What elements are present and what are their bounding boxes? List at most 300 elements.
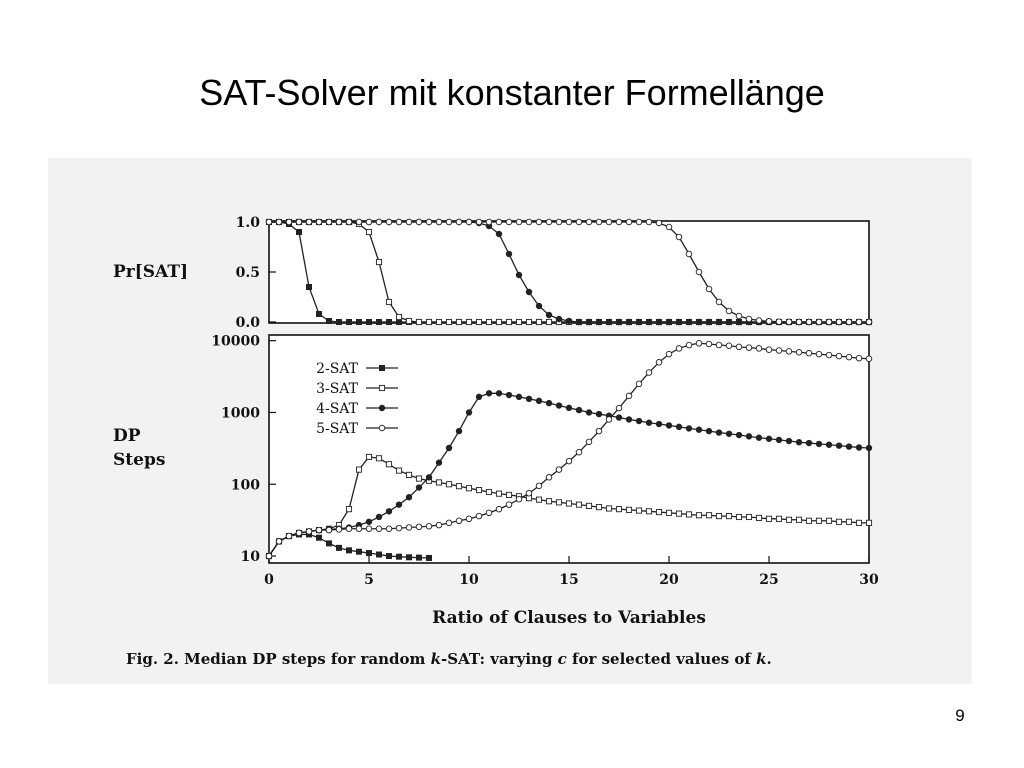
dp-point — [656, 509, 661, 514]
dp-x-tick-label: 15 — [559, 572, 579, 588]
pr-sat-point — [836, 319, 842, 325]
dp-point — [516, 496, 522, 502]
slide-number: 9 — [955, 706, 965, 725]
caption-k2: k — [756, 650, 767, 668]
dp-point — [636, 418, 642, 424]
dp-point — [826, 352, 832, 358]
dp-point — [686, 512, 691, 517]
dp-point — [366, 454, 371, 459]
pr-sat-point — [506, 319, 511, 324]
dp-point — [506, 392, 512, 398]
dp-point — [486, 489, 491, 494]
dp-point — [576, 449, 582, 455]
dp-point — [706, 341, 712, 347]
dp-point — [546, 499, 551, 504]
dp-point — [766, 347, 772, 353]
pr-sat-point — [396, 319, 401, 324]
dp-point — [446, 482, 451, 487]
pr-sat-point — [686, 251, 692, 257]
dp-point — [746, 434, 752, 440]
pr-sat-point — [456, 219, 462, 225]
dp-point — [406, 494, 412, 500]
dp-point — [796, 439, 802, 445]
dp-point — [666, 351, 672, 357]
pr-sat-point — [806, 319, 812, 325]
legend-label-3-sat: 3-SAT — [316, 381, 358, 397]
legend-marker-3-sat — [379, 385, 384, 390]
dp-point — [416, 524, 422, 530]
dp-point — [866, 445, 872, 451]
dp-point — [846, 444, 852, 450]
dp-point — [856, 355, 862, 361]
pr-sat-point — [466, 319, 471, 324]
dp-point — [746, 345, 752, 351]
dp-x-tick-label: 25 — [759, 572, 779, 588]
pr-sat-point — [516, 219, 522, 225]
dp-point — [596, 505, 601, 510]
pr-sat-point — [846, 319, 852, 325]
dp-point — [616, 415, 622, 421]
dp-point — [756, 515, 761, 520]
dp-point — [426, 523, 432, 529]
pr-sat-point — [576, 219, 582, 225]
pr-sat-point — [616, 319, 622, 325]
dp-point — [866, 520, 871, 525]
dp-point — [676, 346, 682, 352]
dp-point — [396, 525, 402, 531]
pr-sat-plot-frame — [269, 221, 869, 323]
pr-sat-point — [526, 289, 532, 295]
dp-point — [306, 529, 312, 535]
dp-point — [376, 456, 381, 461]
legend-label-5-sat: 5-SAT — [316, 421, 358, 437]
pr-sat-point — [486, 319, 491, 324]
pr-sat-point — [366, 229, 371, 234]
pr-sat-point — [756, 318, 762, 324]
dp-point — [406, 555, 411, 560]
dp-point — [566, 405, 572, 411]
pr-sat-point — [666, 319, 672, 325]
dp-point — [606, 417, 612, 423]
pr-sat-point — [686, 319, 692, 325]
dp-point — [386, 462, 391, 467]
pr-sat-point — [636, 319, 642, 325]
pr-sat-point — [776, 319, 782, 325]
dp-point — [666, 423, 672, 429]
pr-sat-point — [596, 319, 602, 325]
pr-sat-point — [436, 319, 441, 324]
dp-point — [436, 522, 442, 528]
dp-point — [266, 553, 272, 559]
pr-sat-point — [596, 219, 602, 225]
dp-point — [376, 514, 382, 520]
pr-sat-point — [426, 219, 432, 225]
dp-point — [656, 421, 662, 427]
dp-point — [466, 486, 471, 491]
pr-sat-point — [556, 316, 562, 322]
pr-sat-point — [856, 319, 862, 325]
dp-x-tick-label: 30 — [859, 572, 879, 588]
pr-sat-point — [496, 319, 501, 324]
dp-point — [636, 381, 642, 387]
caption-part-1: Fig. 2. Median DP steps for random — [126, 650, 431, 668]
dp-point — [746, 514, 751, 519]
pr-sat-point — [366, 319, 371, 324]
dp-point — [646, 509, 651, 514]
pr-sat-point — [656, 220, 662, 226]
pr-sat-point — [496, 231, 502, 237]
pr-sat-point — [786, 319, 792, 325]
dp-point — [736, 514, 741, 519]
pr-sat-point — [516, 272, 522, 278]
pr-sat-point — [436, 219, 442, 225]
pr-sat-point — [266, 219, 272, 225]
dp-y-ticks — [211, 334, 276, 565]
dp-point — [786, 517, 791, 522]
dp-point — [756, 346, 762, 352]
dp-point — [806, 440, 812, 446]
pr-sat-point — [476, 319, 481, 324]
dp-point — [476, 394, 482, 400]
pr-sat-point — [586, 319, 592, 325]
dp-point — [386, 526, 392, 532]
pr-sat-point — [406, 219, 412, 225]
dp-point — [516, 394, 522, 400]
dp-point — [416, 485, 422, 491]
dp-point — [816, 441, 822, 447]
pr-sat-point — [586, 219, 592, 225]
dp-x-tick-label: 5 — [364, 572, 374, 588]
dp-point — [836, 443, 842, 449]
dp-point — [846, 519, 851, 524]
dp-point — [756, 435, 762, 441]
dp-point — [636, 508, 641, 513]
pr-sat-point — [566, 219, 572, 225]
dp-point — [796, 517, 801, 522]
dp-point — [656, 359, 662, 365]
dp-point — [536, 483, 542, 489]
pr-sat-point — [346, 219, 352, 225]
pr-sat-point — [736, 319, 742, 325]
dp-point — [616, 507, 621, 512]
dp-point — [856, 520, 861, 525]
dp-point — [606, 506, 611, 511]
dp-x-tick-label: 0 — [264, 572, 274, 588]
dp-point — [816, 518, 821, 523]
dp-point — [786, 438, 792, 444]
dp-point — [536, 398, 542, 404]
dp-y-tick-label: 100 — [230, 477, 260, 494]
pr-sat-point — [306, 219, 312, 225]
dp-point — [826, 518, 831, 523]
dp-point — [736, 432, 742, 438]
pr-sat-point — [606, 319, 612, 325]
dp-point — [626, 417, 632, 423]
dp-point — [836, 353, 842, 359]
pr-sat-point — [666, 224, 672, 230]
dp-point — [696, 427, 702, 433]
dp-axis-label-line2: Steps — [113, 450, 166, 470]
pr-sat-point — [316, 311, 321, 316]
pr-sat-point — [636, 219, 642, 225]
pr-sat-y-tick-label: 1.0 — [235, 215, 260, 231]
pr-sat-point — [386, 299, 391, 304]
dp-point — [686, 426, 692, 432]
dp-point — [456, 518, 462, 524]
dp-point — [366, 519, 372, 525]
dp-y-tick-label: 10 — [240, 549, 260, 566]
caption-c: c — [557, 650, 567, 668]
pr-sat-point — [646, 319, 652, 325]
dp-point — [566, 458, 572, 464]
caption-part-2: -SAT: varying — [441, 650, 558, 668]
dp-point — [406, 472, 411, 477]
pr-sat-point — [716, 319, 722, 325]
dp-point — [506, 492, 511, 497]
pr-sat-point — [416, 319, 421, 324]
dp-point — [506, 502, 512, 508]
dp-point — [826, 442, 832, 448]
dp-point — [626, 507, 631, 512]
dp-point — [356, 467, 361, 472]
pr-sat-point — [716, 299, 722, 305]
pr-sat-point — [336, 219, 342, 225]
pr-sat-point — [556, 219, 562, 225]
dp-point — [716, 342, 722, 348]
dp-point — [546, 475, 552, 481]
pr-sat-point — [576, 319, 582, 325]
dp-point — [786, 349, 792, 355]
pr-sat-point — [446, 219, 452, 225]
legend-marker-4-sat — [379, 405, 385, 411]
pr-sat-point — [416, 219, 422, 225]
figure-caption — [126, 650, 772, 668]
pr-sat-point — [386, 219, 392, 225]
pr-sat-point — [356, 219, 362, 225]
pr-sat-point — [536, 303, 542, 309]
dp-point — [766, 516, 771, 521]
pr-sat-point — [546, 219, 552, 225]
pr-sat-point — [696, 269, 702, 275]
dp-point — [416, 555, 421, 560]
dp-point — [286, 533, 292, 539]
dp-point — [776, 348, 782, 354]
pr-sat-point — [616, 219, 622, 225]
pr-sat-point — [536, 319, 541, 324]
dp-y-tick-label: 10000 — [211, 333, 260, 350]
slide-title: SAT-Solver mit konstanter Formellänge — [199, 72, 825, 113]
pr-sat-point — [456, 319, 461, 324]
pr-sat-point — [326, 318, 331, 323]
dp-point — [836, 519, 841, 524]
pr-sat-point — [566, 318, 572, 324]
pr-sat-point — [516, 319, 521, 324]
dp-point — [456, 428, 462, 434]
dp-point — [446, 520, 452, 526]
dp-point — [356, 526, 362, 532]
dp-point — [336, 527, 342, 533]
pr-sat-point — [396, 314, 401, 319]
pr-sat-point — [466, 219, 472, 225]
dp-x-tick-label: 20 — [659, 572, 679, 588]
pr-sat-point — [476, 219, 482, 225]
dp-point — [586, 503, 591, 508]
dp-point — [296, 530, 302, 536]
pr-sat-point — [826, 319, 832, 325]
dp-point — [556, 467, 562, 473]
dp-point — [406, 525, 412, 531]
pr-sat-point — [376, 319, 381, 324]
dp-point — [336, 545, 341, 550]
dp-point — [556, 500, 561, 505]
dp-point — [486, 390, 492, 396]
dp-point — [326, 527, 332, 533]
dp-point — [326, 541, 331, 546]
dp-point — [696, 340, 702, 346]
dp-point — [496, 390, 502, 396]
dp-point — [356, 549, 361, 554]
legend-marker-5-sat — [379, 425, 385, 431]
dp-point — [866, 356, 872, 362]
caption-k: k — [430, 650, 442, 668]
pr-sat-point — [866, 319, 872, 325]
dp-point — [316, 527, 322, 533]
dp-x-tick-label: 10 — [459, 572, 479, 588]
dp-point — [666, 510, 671, 515]
dp-point — [686, 342, 692, 348]
pr-sat-point — [496, 219, 502, 225]
pr-sat-point — [486, 219, 492, 225]
pr-sat-y-tick-label: 0.5 — [235, 265, 260, 281]
dp-point — [566, 501, 571, 506]
pr-sat-point — [646, 219, 652, 225]
dp-axis-label-line1: DP — [113, 426, 141, 446]
dp-point — [856, 445, 862, 451]
pr-sat-point — [726, 308, 732, 314]
legend-label-4-sat: 4-SAT — [316, 401, 358, 417]
scanned-figure — [48, 158, 972, 684]
pr-sat-point — [676, 234, 682, 240]
dp-point — [536, 497, 541, 502]
dp-point — [806, 350, 812, 356]
dp-point — [596, 428, 602, 434]
pr-sat-point — [336, 319, 341, 324]
dp-point — [726, 343, 732, 349]
caption-part-3: for selected values of — [566, 650, 757, 668]
dp-point — [696, 513, 701, 518]
pr-sat-axis-label: Pr[SAT] — [113, 262, 189, 282]
pr-sat-y-tick-label: 0.0 — [235, 315, 260, 331]
pr-sat-point — [546, 319, 551, 324]
dp-point — [496, 491, 501, 496]
dp-point — [366, 526, 372, 532]
pr-sat-point — [446, 319, 451, 324]
dp-point — [706, 513, 711, 518]
dp-point — [616, 405, 622, 411]
dp-point — [396, 554, 401, 559]
dp-point — [676, 424, 682, 430]
dp-point — [496, 506, 502, 512]
dp-point — [776, 516, 781, 521]
dp-point — [576, 502, 581, 507]
pr-sat-point — [526, 319, 531, 324]
dp-point — [596, 411, 602, 417]
dp-y-tick-label: 1000 — [221, 405, 260, 422]
caption-end: . — [766, 650, 772, 668]
pr-sat-point — [726, 319, 732, 325]
dp-point — [376, 526, 382, 532]
dp-point — [546, 400, 552, 406]
pr-sat-point — [546, 312, 552, 318]
dp-point — [416, 476, 421, 481]
pr-sat-point — [296, 219, 302, 225]
dp-point — [726, 431, 732, 437]
pr-sat-point — [816, 319, 822, 325]
dp-point — [476, 513, 482, 519]
dp-point — [736, 344, 742, 350]
dp-point — [456, 484, 461, 489]
pr-sat-point — [286, 219, 292, 225]
dp-point — [446, 445, 452, 451]
dp-point — [346, 548, 351, 553]
dp-point — [726, 514, 731, 519]
dp-point — [576, 407, 582, 413]
pr-sat-point — [706, 319, 712, 325]
dp-point — [776, 437, 782, 443]
dp-point — [706, 428, 712, 434]
dp-point — [556, 403, 562, 409]
dp-point — [396, 502, 402, 508]
pr-sat-point — [356, 319, 361, 324]
pr-sat-point — [506, 251, 512, 257]
pr-sat-point — [526, 219, 532, 225]
dp-point — [346, 507, 351, 512]
dp-point — [806, 518, 811, 523]
pr-sat-point — [796, 319, 802, 325]
dp-point — [646, 420, 652, 426]
pr-sat-point — [396, 219, 402, 225]
pr-sat-point — [346, 319, 351, 324]
dp-point — [716, 514, 721, 519]
dp-point — [436, 460, 442, 466]
pr-sat-point — [536, 219, 542, 225]
pr-sat-point — [506, 219, 512, 225]
pr-sat-point — [316, 219, 322, 225]
dp-point — [466, 410, 472, 416]
dp-point — [716, 430, 722, 436]
dp-point — [526, 396, 532, 402]
pr-sat-point — [696, 319, 702, 325]
pr-sat-point — [766, 319, 772, 325]
pr-sat-point — [626, 219, 632, 225]
pr-sat-point — [706, 286, 712, 292]
dp-point — [626, 393, 632, 399]
dp-point — [426, 475, 432, 481]
pr-sat-point — [296, 229, 301, 234]
legend-label-2-sat: 2-SAT — [316, 361, 358, 377]
dp-point — [366, 550, 371, 555]
x-axis-label: Ratio of Clauses to Variables — [432, 608, 706, 628]
pr-sat-point — [426, 319, 431, 324]
dp-point — [766, 436, 772, 442]
pr-sat-point — [326, 219, 332, 225]
pr-sat-point — [306, 284, 311, 289]
dp-point — [476, 487, 481, 492]
dp-point — [376, 552, 381, 557]
pr-sat-point — [606, 219, 612, 225]
dp-point — [676, 511, 681, 516]
pr-sat-point — [626, 319, 632, 325]
